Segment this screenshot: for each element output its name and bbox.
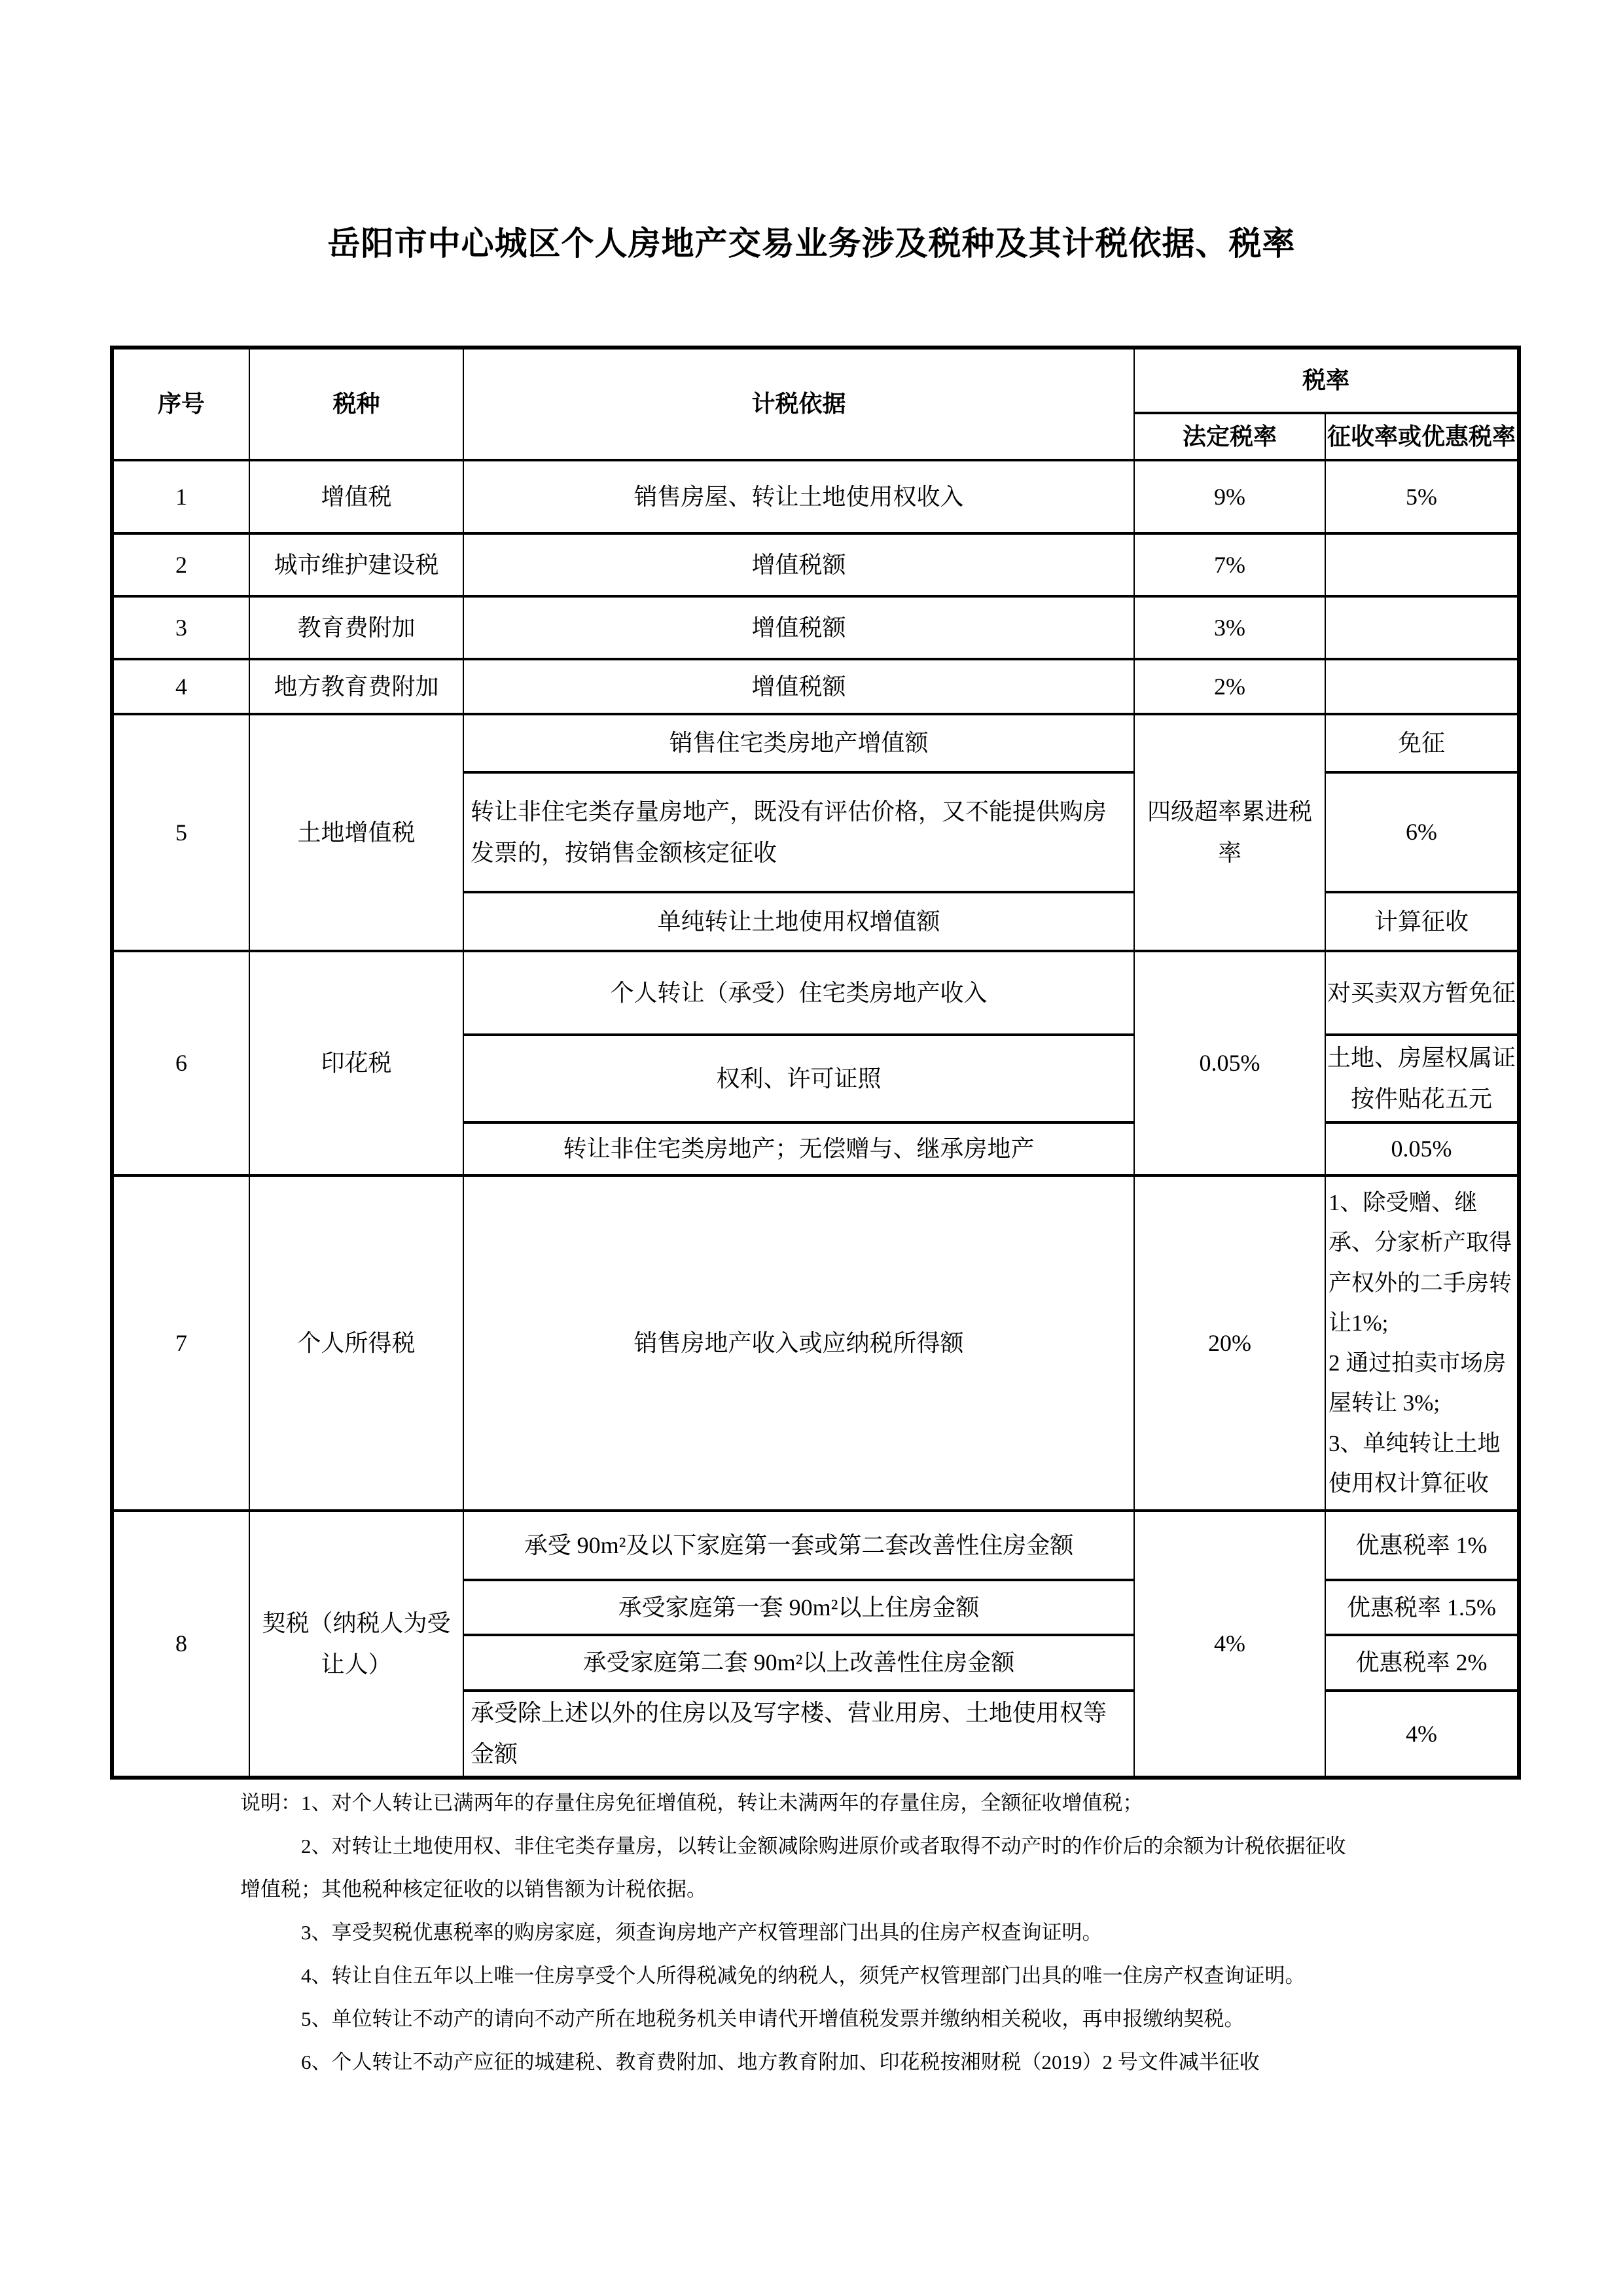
cell-r5-no: 5	[112, 714, 249, 951]
cell-r1-tax: 增值税	[249, 460, 463, 533]
cell-r3-basis: 增值税额	[463, 596, 1134, 659]
page-title: 岳阳市中心城区个人房地产交易业务涉及税种及其计税依据、税率	[327, 225, 1296, 262]
r7-preferential-item-1: 1、除受赠、继承、分家析产取得产权外的二手房转让1%;	[1329, 1190, 1512, 1336]
header-col-basis: 计税依据	[463, 348, 1134, 460]
table-row-1	[112, 460, 1519, 533]
cell-r3-preferential	[1325, 596, 1519, 659]
cell-r1-preferential: 5%	[1325, 460, 1519, 533]
cell-r2-basis: 增值税额	[463, 533, 1134, 596]
cell-r6-statutory: 0.05%	[1134, 951, 1325, 1175]
cell-r6-basis-3: 转让非住宅类房地产；无偿赠与、继承房地产	[463, 1122, 1134, 1175]
tax-table	[110, 346, 1521, 1780]
cell-r6-basis-1: 个人转让（承受）住宅类房地产收入	[463, 951, 1134, 1035]
cell-r7-no: 7	[112, 1175, 249, 1511]
cell-r6-tax: 印花税	[249, 951, 463, 1175]
cell-r5-basis-3: 单纯转让土地使用权增值额	[463, 892, 1134, 951]
cell-r6-preferential-1: 对买卖双方暂免征	[1325, 951, 1519, 1035]
cell-r7-tax: 个人所得税	[249, 1175, 463, 1511]
cell-r8-preferential-3: 优惠税率 2%	[1325, 1635, 1519, 1691]
cell-r1-no: 1	[112, 460, 249, 533]
cell-r5-basis-2: 转让非住宅类存量房地产，既没有评估价格，又不能提供购房发票的，按销售金额核定征收	[463, 772, 1134, 892]
cell-r4-preferential	[1325, 659, 1519, 714]
cell-r2-tax: 城市维护建设税	[249, 533, 463, 596]
cell-r4-statutory: 2%	[1134, 659, 1325, 714]
cell-r7-basis: 销售房地产收入或应纳税所得额	[463, 1175, 1134, 1511]
cell-r5-preferential-3: 计算征收	[1325, 892, 1519, 951]
cell-r6-preferential-2: 土地、房屋权属证按件贴花五元	[1325, 1035, 1519, 1122]
cell-r6-preferential-3: 0.05%	[1325, 1122, 1519, 1175]
cell-r5-tax: 土地增值税	[249, 714, 463, 951]
cell-r5-preferential-1: 免征	[1325, 714, 1519, 772]
cell-r6-no: 6	[112, 951, 249, 1175]
cell-r4-basis: 增值税额	[463, 659, 1134, 714]
table-row-5-sub-1	[112, 714, 1519, 772]
cell-r2-preferential	[1325, 533, 1519, 596]
note-item-5: 5、单位转让不动产的请向不动产所在地税务机关申请代开增值税发票并缴纳相关税收，再申报缴纳契税。	[301, 2007, 1245, 2030]
notes-section	[240, 1782, 1346, 2084]
cell-r6-basis-2: 权利、许可证照	[463, 1035, 1134, 1122]
header-col-preferential: 征收率或优惠税率	[1325, 413, 1519, 460]
cell-r2-no: 2	[112, 533, 249, 596]
cell-r4-no: 4	[112, 659, 249, 714]
cell-r7-preferential	[1325, 1175, 1519, 1511]
note-item-4: 4、转让自住五年以上唯一住房享受个人所得税减免的纳税人，须凭产权管理部门出具的唯一住房产权查询证明。	[301, 1964, 1306, 1987]
cell-r1-statutory: 9%	[1134, 460, 1325, 533]
table-row-3	[112, 596, 1519, 659]
cell-r8-basis-2: 承受家庭第一套 90m²以上住房金额	[463, 1580, 1134, 1635]
header-col-no: 序号	[112, 348, 249, 460]
table-row-2	[112, 533, 1519, 596]
cell-r3-tax: 教育费附加	[249, 596, 463, 659]
cell-r8-no: 8	[112, 1511, 249, 1778]
cell-r2-statutory: 7%	[1134, 533, 1325, 596]
note-item-6: 6、个人转让不动产应征的城建税、教育费附加、地方教育附加、印花税按湘财税（2019）2 号文件减半征收	[301, 2051, 1260, 2073]
cell-r5-preferential-2: 6%	[1325, 772, 1519, 892]
header-col-rate-group: 税率	[1134, 348, 1519, 413]
cell-r8-tax: 契税（纳税人为受让人）	[249, 1511, 463, 1778]
cell-r5-statutory: 四级超率累进税率	[1134, 714, 1325, 951]
cell-r3-statutory: 3%	[1134, 596, 1325, 659]
cell-r8-basis-1: 承受 90m²及以下家庭第一套或第二套改善性住房金额	[463, 1511, 1134, 1580]
note-item-1	[240, 1782, 1346, 1825]
r7-preferential-item-2: 2 通过拍卖市场房屋转让 3%;	[1329, 1350, 1507, 1416]
note-item-2: 2、对转让土地使用权、非住宅类存量房，以转让金额减除购进原价或者取得不动产时的作价后的余额为计税依据征收增值税；其他税种核定征收的以销售额为计税依据。	[240, 1835, 1346, 1901]
r7-preferential-item-3: 3、单纯转让土地使用权计算征收	[1329, 1430, 1501, 1496]
cell-r8-basis-4: 承受除上述以外的住房以及写字楼、营业用房、土地使用权等金额	[463, 1691, 1134, 1778]
cell-r4-tax: 地方教育费附加	[249, 659, 463, 714]
cell-r8-basis-3: 承受家庭第二套 90m²以上改善性住房金额	[463, 1635, 1134, 1691]
cell-r8-preferential-2: 优惠税率 1.5%	[1325, 1580, 1519, 1635]
table-header-row-1	[112, 348, 1519, 413]
cell-r8-preferential-1: 优惠税率 1%	[1325, 1511, 1519, 1580]
cell-r3-no: 3	[112, 596, 249, 659]
table-row-4	[112, 659, 1519, 714]
table-row-8-sub-1	[112, 1511, 1519, 1580]
note-item-1-text: 1、对个人转让已满两年的存量住房免征增值税，转让未满两年的存量住房，全额征收增值税；	[301, 1791, 1143, 1814]
notes-label: 说明：	[240, 1791, 301, 1814]
table-row-7	[112, 1175, 1519, 1511]
cell-r1-basis: 销售房屋、转让土地使用权收入	[463, 460, 1134, 533]
cell-r8-preferential-4: 4%	[1325, 1691, 1519, 1778]
table-row-6-sub-1	[112, 951, 1519, 1035]
cell-r7-statutory: 20%	[1134, 1175, 1325, 1511]
header-col-tax: 税种	[249, 348, 463, 460]
cell-r8-statutory: 4%	[1134, 1511, 1325, 1778]
note-item-3: 3、享受契税优惠税率的购房家庭，须查询房地产产权管理部门出具的住房产权查询证明。	[301, 1921, 1103, 1944]
cell-r5-basis-1: 销售住宅类房地产增值额	[463, 714, 1134, 772]
header-col-statutory: 法定税率	[1134, 413, 1325, 460]
